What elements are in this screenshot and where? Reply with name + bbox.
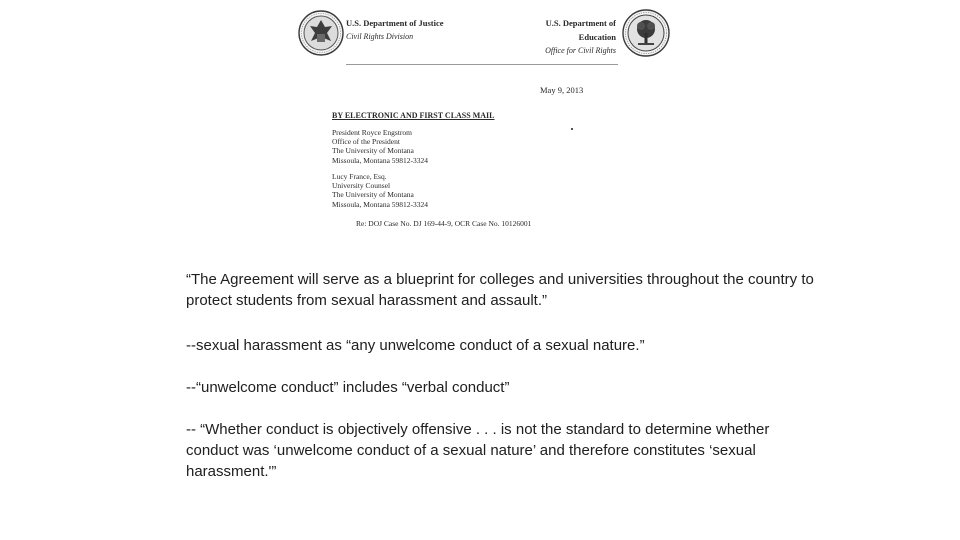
doj-department-name: U.S. Department of Justice	[346, 18, 444, 28]
address-line: President Royce Engstrom	[332, 128, 412, 137]
ed-office-name: Office for Civil Rights	[545, 46, 616, 55]
addressee-block-2	[332, 172, 428, 209]
letter-date: May 9, 2013	[540, 85, 584, 95]
address-line: The University of Montana	[332, 146, 414, 156]
stray-mark	[571, 128, 573, 130]
quote-objective-standard: -- “Whether conduct is objectively offensive . . . is not the standard to determine whether conduct was ‘unwelcome conduct of a sexual nature’ and therefore constitutes ‘sexual harassment.'”	[186, 421, 770, 480]
address-line: The University of Montana	[332, 190, 414, 200]
quote-definition: --sexual harassment as “any unwelcome conduct of a sexual nature.”	[186, 337, 645, 354]
doj-seal-icon	[298, 10, 344, 56]
quote-verbal-conduct: --“unwelcome conduct” includes “verbal conduct”	[186, 379, 510, 396]
addressee-block-1	[332, 128, 428, 165]
doj-office-name: Civil Rights Division	[346, 32, 414, 41]
address-line: Missoula, Montana 59812-3324	[332, 155, 429, 165]
ed-department-name: U.S. Department of Education	[545, 18, 616, 42]
quote-blueprint: “The Agreement will serve as a blueprint for colleges and universities throughout the country to protect students from sexual harassment and assault.”	[186, 271, 814, 309]
case-reference: Re: DOJ Case No. DJ 169-44-9, OCR Case No. 10126001	[356, 219, 532, 228]
letterhead-divider	[346, 64, 618, 65]
address-line: Missoula, Montana 59812-3324	[332, 199, 429, 209]
ed-letterhead	[516, 16, 616, 58]
doj-letterhead	[346, 16, 444, 44]
mailing-method: BY ELECTRONIC AND FIRST CLASS MAIL	[332, 111, 495, 120]
address-line: Office of the President	[332, 137, 400, 147]
letter-image	[290, 0, 680, 240]
address-line: Lucy France, Esq.	[332, 172, 387, 181]
ed-seal-icon	[622, 9, 670, 57]
address-line: University Counsel	[332, 181, 391, 191]
